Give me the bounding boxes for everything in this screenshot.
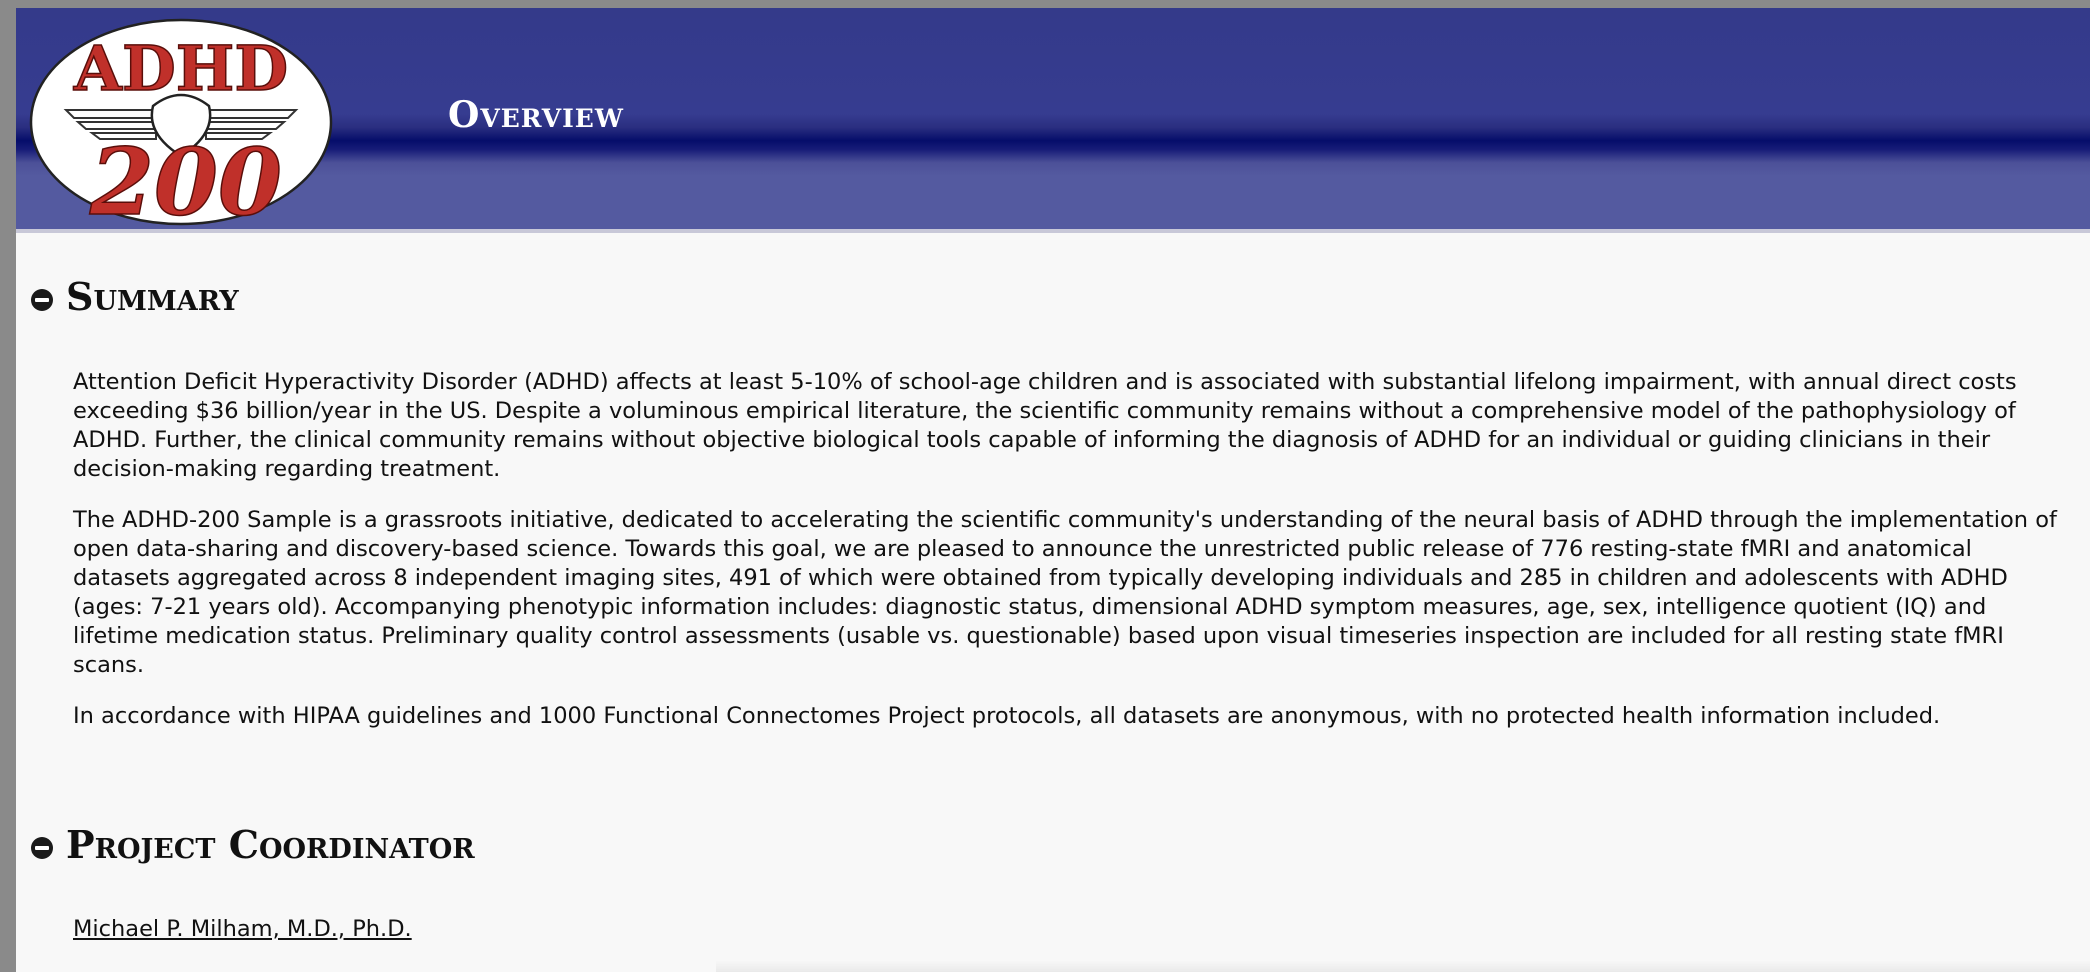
header-banner	[16, 8, 2090, 233]
coordinator-name-link[interactable]: Michael P. Milham, M.D., Ph.D.	[73, 916, 412, 942]
page-title: Overview	[448, 94, 624, 136]
scroll-shadow	[716, 960, 2090, 972]
summary-paragraph: The ADHD-200 Sample is a grassroots initiative, dedicated to accelerating the scientific community's understanding of the neural basis of ADHD through the implementation of open data-sharing and discovery-based science. Towards this goal, we are pleased to announce the unrestricted public release of 776 resting-state fMRI and anatomical datasets aggregated across 8 independent imaging sites, 491 of which were obtained from typically developing individuals and 285 in children and adolescents with ADHD (ages: 7-21 years old). Accompanying phenotypic information includes: diagnostic status, dimensional ADHD symptom measures, age, sex, intelligence quotient (IQ) and lifetime medication status. Preliminary quality control assessments (usable vs. questionable) based upon visual timeseries inspection are included for all resting state fMRI scans.	[73, 507, 2057, 678]
collapse-minus-icon[interactable]	[30, 836, 54, 860]
summary-section	[30, 274, 239, 319]
summary-heading: Summary	[66, 274, 239, 319]
summary-paragraph: In accordance with HIPAA guidelines and 1000 Functional Connectomes Project protocols, all datasets are anonymous, with no protected health information included.	[73, 703, 1941, 729]
project-coordinator-heading: Project Coordinator	[66, 822, 475, 867]
summary-body	[73, 368, 2063, 753]
collapse-minus-icon[interactable]	[30, 288, 54, 312]
logo-text-200: 200	[89, 128, 283, 226]
page	[16, 8, 2090, 972]
project-coordinator-section-header[interactable]	[30, 822, 475, 867]
summary-section-header[interactable]	[30, 274, 239, 319]
project-coordinator-section	[30, 822, 475, 867]
logo-text-adhd: ADHD	[73, 32, 289, 105]
summary-paragraph: Attention Deficit Hyperactivity Disorder (ADHD) affects at least 5-10% of school-age children and is associated with substantial lifelong impairment, with annual direct costs exceeding $36 billion/year in the US. Despite a voluminous empirical literature, the scientific community remains without a comprehensive model of the pathophysiology of ADHD. Further, the clinical community remains without objective biological tools capable of informing the diagnosis of ADHD for an individual or guiding clinicians in their decision-making regarding treatment.	[73, 369, 2017, 482]
adhd-200-logo[interactable]	[26, 14, 336, 226]
